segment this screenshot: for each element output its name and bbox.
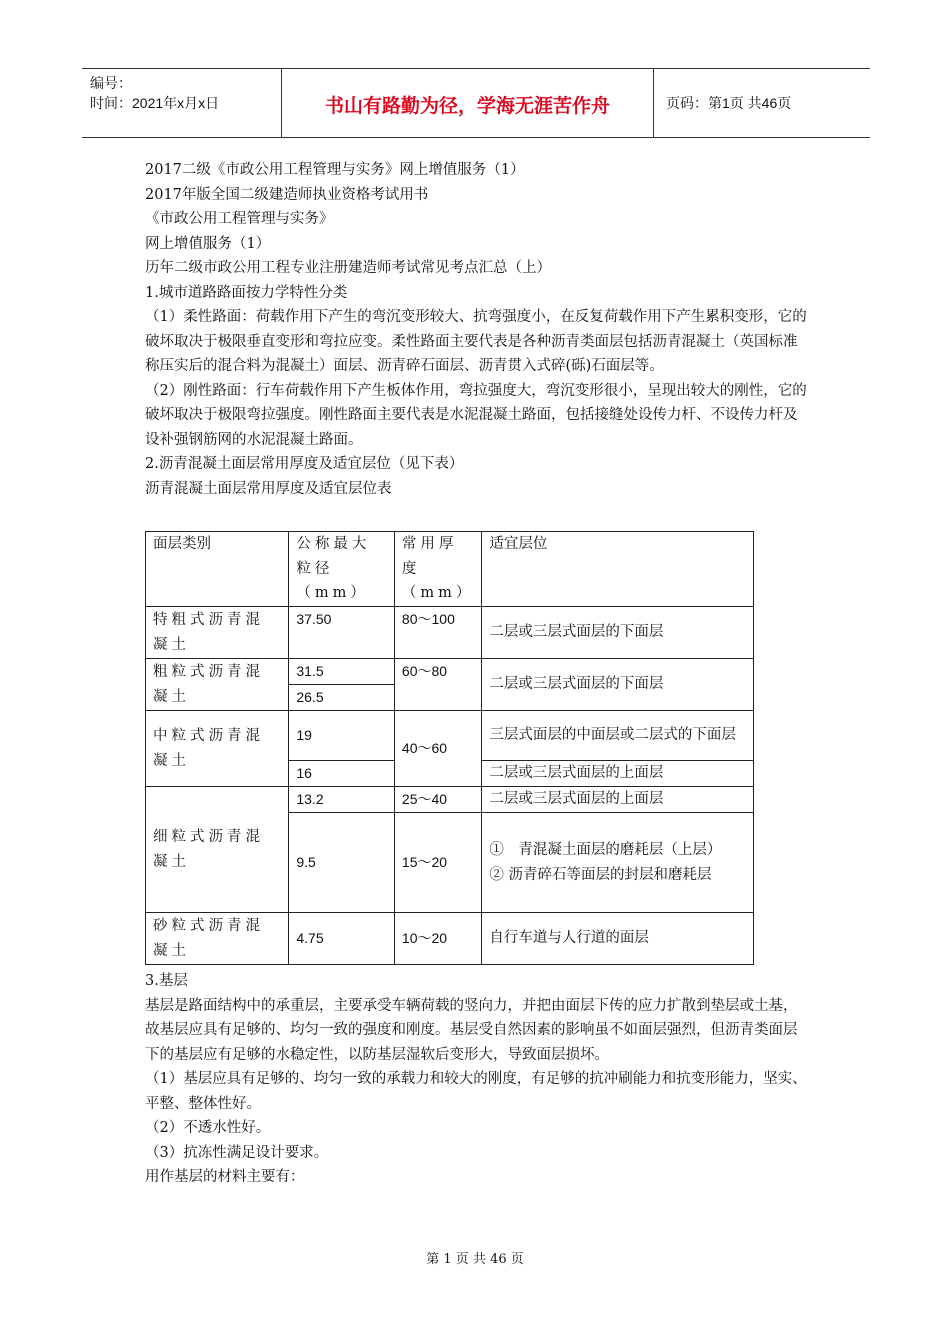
table-row: [146, 711, 754, 761]
service-title: 网上增值服务（1）: [145, 235, 271, 252]
table-cell: 4.75: [289, 913, 395, 965]
table-cell: 粗粒式沥青混凝土: [146, 659, 289, 711]
table-row: [146, 607, 754, 659]
paragraph: 基层是路面结构中的承重层，主要承受车辆荷载的竖向力，并把由面层下传的应力扩散到垫层或土基，故基层应具有足够的、均匀一致的强度和刚度。基层受自然因素的影响虽不如面层强烈，但沥青类面层下的基层应有足够的水稳定性，以防基层湿软后变形大，导致面层损坏。: [145, 997, 798, 1063]
header-divider: [653, 69, 654, 137]
paragraph: 用作基层的材料主要有：: [145, 1169, 305, 1185]
table-cell: 60～80: [394, 659, 482, 711]
table-header: 公称最大粒径（mm）: [289, 532, 395, 607]
summary-title: 历年二级市政公用工程专业注册建造师考试常见考点汇总（上）: [145, 260, 551, 276]
table-cell: 二层或三层式面层的上面层: [482, 761, 754, 787]
base-layer-text: [145, 969, 810, 1190]
table-cell: 13.2: [289, 787, 395, 813]
table-cell: 三层式面层的中面层或二层式的下面层: [482, 711, 754, 761]
header-page-info: 页码：第1页 共46页: [666, 95, 792, 111]
paragraph: （1）柔性路面：荷载作用下产生的弯沉变形较大、抗弯强度小，在反复荷载作用下产生累积变形，它的破坏取决于极限垂直变形和弯拉应变。柔性路面主要代表是各种沥青类面层包括沥青混凝土（英国标准称压实后的混合料为混凝土）面层、沥青碎石面层、沥青贯入式碎(砾)石面层等。: [145, 309, 807, 374]
table-header: 常用厚度（mm）: [394, 532, 482, 607]
table-cell: 细粒式沥青混凝土: [146, 787, 289, 913]
table-cell: 9.5: [289, 813, 395, 913]
table-row: [146, 659, 754, 685]
header-motto: 书山有路勤为径，学海无涯苦作舟: [324, 95, 610, 117]
section-heading: 2.沥青混凝土面层常用厚度及适宜层位（见下表）: [145, 456, 464, 472]
table-caption: 沥青混凝土面层常用厚度及适宜层位表: [145, 480, 392, 497]
table-cell: 二层或三层式面层的上面层: [482, 787, 754, 813]
table-cell: 40～60: [394, 711, 482, 787]
table-cell: 二层或三层式面层的下面层: [482, 607, 754, 659]
table-cell: 26.5: [289, 685, 395, 711]
table-header: 面层类别: [146, 532, 289, 607]
page-header: [82, 68, 870, 138]
table-cell: 19: [289, 711, 395, 761]
table-header-row: [146, 532, 754, 607]
book-title: 《市政公用工程管理与实务》: [145, 211, 334, 227]
table-cell: 31.5: [289, 659, 395, 685]
paragraph: （3）抗冻性满足设计要求。: [145, 1144, 329, 1161]
table-row: [146, 787, 754, 813]
table-cell: 16: [289, 761, 395, 787]
paragraph: （1）基层应具有足够的、均匀一致的承载力和较大的刚度，有足够的抗冲刷能力和抗变形能力，坚实、平整、整体性好。: [145, 1071, 807, 1112]
date-label: 时间：2021年x月x日: [90, 95, 220, 111]
asphalt-layer-table: [145, 531, 754, 965]
table-cell: [482, 813, 754, 913]
intro-text: [145, 158, 810, 501]
table-cell: 特粗式沥青混凝土: [146, 607, 289, 659]
layer-note: ① 青混凝土面层的磨耗层（上层）: [489, 842, 722, 858]
table-cell: 10～20: [394, 913, 482, 965]
paragraph: （2）刚性路面：行车荷载作用下产生板体作用，弯拉强度大，弯沉变形很小，呈现出较大的刚性，它的破坏取决于极限弯拉强度。刚性路面主要代表是水泥混凝土路面，包括接缝处设传力杆、不设传力杆及设补强钢筋网的水泥混凝土路面。: [145, 382, 807, 448]
table-cell: 25～40: [394, 787, 482, 813]
code-label: 编号：: [90, 75, 132, 91]
page-footer: 第 1 页 共 46 页: [426, 1252, 524, 1267]
table-cell: 37.50: [289, 607, 395, 659]
doc-subtitle: 2017年版全国二级建造师执业资格考试用书: [145, 186, 429, 203]
table-row: [146, 913, 754, 965]
table-cell: 80～100: [394, 607, 482, 659]
header-meta: [90, 73, 280, 113]
doc-title: 2017二级《市政公用工程管理与实务》网上增值服务（1）: [145, 162, 525, 178]
table-cell: 自行车道与人行道的面层: [482, 913, 754, 965]
table-cell: 二层或三层式面层的下面层: [482, 659, 754, 711]
table-cell: 砂粒式沥青混凝土: [146, 913, 289, 965]
paragraph: （2）不透水性好。: [145, 1120, 271, 1136]
table-header: 适宜层位: [482, 532, 754, 607]
section-heading: 1.城市道路路面按力学特性分类: [145, 284, 348, 301]
section-heading: 3.基层: [145, 973, 188, 989]
table-cell: 15～20: [394, 813, 482, 913]
table-cell: 中粒式沥青混凝土: [146, 711, 289, 787]
layer-note: ② 沥青碎石等面层的封层和磨耗层: [489, 866, 712, 883]
